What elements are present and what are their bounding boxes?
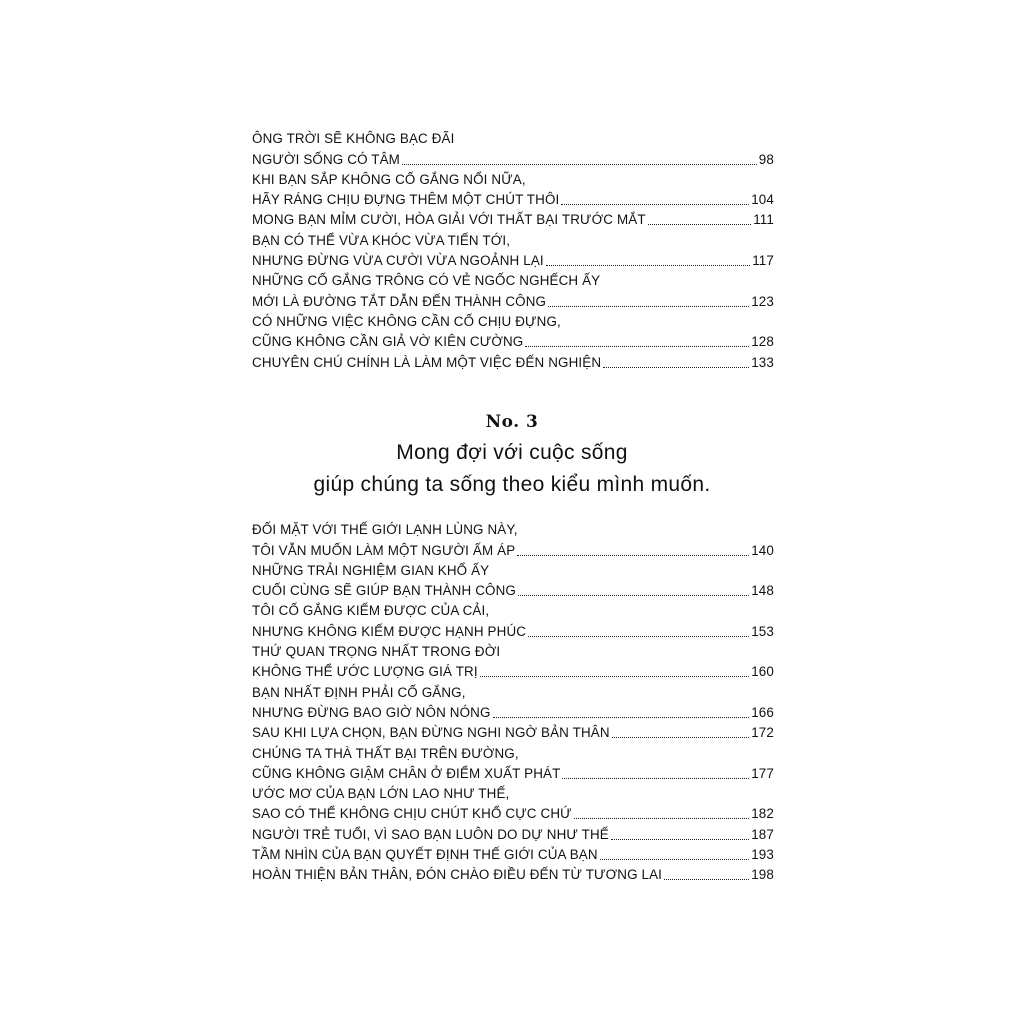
toc-entry-page: 153 xyxy=(751,623,774,639)
toc-entry-line xyxy=(252,289,774,309)
toc-entry-title: NGƯỜI SỐNG CÓ TÂM xyxy=(252,151,400,167)
toc-entry-page: 187 xyxy=(751,826,774,842)
toc-entry-title: ĐỐI MẶT VỚI THẾ GIỚI LẠNH LÙNG NÀY, xyxy=(252,522,518,538)
toc-entry-line xyxy=(252,188,774,208)
toc-entry-line xyxy=(252,701,774,721)
toc-entry-line xyxy=(252,579,774,599)
toc-entry-page: 172 xyxy=(751,725,774,741)
dot-leader xyxy=(518,594,749,596)
toc-entry-title: TẦM NHÌN CỦA BẠN QUYẾT ĐỊNH THẾ GIỚI CỦA BẠN xyxy=(252,847,598,863)
toc-entry-page: 123 xyxy=(751,293,774,309)
dot-leader xyxy=(562,777,749,779)
toc-entry-page: 160 xyxy=(751,664,774,680)
dot-leader xyxy=(480,675,749,677)
toc-entry-page: 98 xyxy=(758,151,774,167)
toc-entry-title: BẠN CÓ THỂ VỪA KHÓC VỪA TIẾN TỚI, xyxy=(252,232,511,248)
toc-entry-title: NHƯNG ĐỪNG VỪA CƯỜI VỪA NGOẢNH LẠI xyxy=(252,253,544,269)
toc-entry-line xyxy=(252,310,774,330)
toc-entry-line xyxy=(252,640,774,660)
toc-entry-title: CÓ NHỮNG VIỆC KHÔNG CẦN CỐ CHỊU ĐỰNG, xyxy=(252,313,561,329)
toc-entry-title: THỨ QUAN TRỌNG NHẤT TRONG ĐỜI xyxy=(252,644,501,660)
toc-entry-line xyxy=(252,168,774,188)
toc-entry-line xyxy=(252,822,774,842)
toc-entry-title: CŨNG KHÔNG GIẬM CHÂN Ở ĐIỂM XUẤT PHÁT xyxy=(252,765,561,781)
toc-entry-title: NGƯỜI TRẺ TUỔI, VÌ SAO BẠN LUÔN DO DỰ NHƯ THẾ xyxy=(252,826,609,842)
chapter-title-line-2: giúp chúng ta sống theo kiểu mình muốn. xyxy=(313,473,711,496)
toc-entry-line xyxy=(252,619,774,639)
toc-entry-line xyxy=(252,802,774,822)
toc-entry-page: 198 xyxy=(751,867,774,883)
chapter-title-line-1: Mong đợi với cuộc sống xyxy=(396,441,628,464)
toc-entry-title: NHỮNG CỐ GẮNG TRÔNG CÓ VẺ NGỐC NGHẾCH ẤY xyxy=(252,273,601,289)
toc-entry-title: ƯỚC MƠ CỦA BẠN LỚN LAO NHƯ THẾ, xyxy=(252,786,510,802)
toc-entry-page: 111 xyxy=(753,212,774,228)
toc-entry-line xyxy=(252,843,774,863)
dot-leader xyxy=(664,878,749,880)
toc-entry-page: 128 xyxy=(751,334,774,350)
toc-entry-title: CHÚNG TA THÀ THẤT BẠI TRÊN ĐƯỜNG, xyxy=(252,745,519,761)
toc-entry-title: MỚI LÀ ĐƯỜNG TẮT DẪN ĐẾN THÀNH CÔNG xyxy=(252,293,547,309)
toc-entry-line xyxy=(252,559,774,579)
dot-leader xyxy=(546,264,750,266)
dot-leader xyxy=(648,223,752,225)
dot-leader xyxy=(574,817,749,819)
toc-entry-title: SAU KHI LỰA CHỌN, BẠN ĐỪNG NGHI NGỜ BẢN THÂN xyxy=(252,725,610,741)
toc-entry-line xyxy=(252,863,774,883)
dot-leader xyxy=(603,366,749,368)
toc-section-chapter-3 xyxy=(252,518,774,883)
toc-entry-line xyxy=(252,147,774,167)
toc-entry-title: TÔI VẪN MUỐN LÀM MỘT NGƯỜI ẤM ÁP xyxy=(252,542,516,558)
toc-entry-line xyxy=(252,538,774,558)
toc-entry-line xyxy=(252,762,774,782)
toc-entry-page: 177 xyxy=(751,765,774,781)
toc-entry-line xyxy=(252,269,774,289)
dot-leader xyxy=(402,163,757,165)
toc-entry-page: 148 xyxy=(751,583,774,599)
toc-entry-line xyxy=(252,228,774,248)
chapter-number: No. 3 xyxy=(485,412,539,432)
toc-entry-title: CHUYÊN CHÚ CHÍNH LÀ LÀM MỘT VIỆC ĐẾN NGHIỆN xyxy=(252,354,602,370)
toc-entry-line xyxy=(252,249,774,269)
toc-entry-line xyxy=(252,350,774,370)
toc-entry-page: 193 xyxy=(751,847,774,863)
dot-leader xyxy=(611,838,749,840)
toc-entry-line xyxy=(252,660,774,680)
toc-entry-page: 117 xyxy=(752,253,774,269)
toc-entry-title: NHƯNG KHÔNG KIẾM ĐƯỢC HẠNH PHÚC xyxy=(252,623,527,639)
toc-entry-title: ÔNG TRỜI SẼ KHÔNG BẠC ĐÃI xyxy=(252,131,455,147)
toc-entry-title: HÃY RÁNG CHỊU ĐỰNG THÊM MỘT CHÚT THÔI xyxy=(252,192,560,208)
toc-entry-title: BẠN NHẤT ĐỊNH PHẢI CỐ GẮNG, xyxy=(252,684,466,700)
toc-entry-page: 140 xyxy=(751,542,774,558)
toc-entry-title: KHÔNG THỂ ƯỚC LƯỢNG GIÁ TRỊ xyxy=(252,664,478,680)
toc-entry-title: MONG BẠN MỈM CƯỜI, HÒA GIẢI VỚI THẤT BẠI TRƯỚC MẮT xyxy=(252,212,646,228)
toc-entry-line xyxy=(252,741,774,761)
toc-entry-line xyxy=(252,127,774,147)
toc-entry-page: 166 xyxy=(751,704,774,720)
dot-leader xyxy=(548,305,749,307)
dot-leader xyxy=(517,554,749,556)
dot-leader xyxy=(493,716,750,718)
dot-leader xyxy=(561,203,749,205)
toc-entry-page: 182 xyxy=(751,806,774,822)
dot-leader xyxy=(612,736,750,738)
toc-entry-title: CŨNG KHÔNG CẦN GIẢ VỜ KIÊN CƯỜNG xyxy=(252,334,524,350)
toc-entry-title: KHI BẠN SẮP KHÔNG CỐ GẮNG NỔI NỮA, xyxy=(252,171,526,187)
toc-entry-line xyxy=(252,208,774,228)
dot-leader xyxy=(528,635,749,637)
toc-entry-title: HOÀN THIỆN BẢN THÂN, ĐÓN CHÀO ĐIỀU ĐẾN TỪ TƯƠNG LAI xyxy=(252,867,663,883)
toc-section-previous xyxy=(252,127,774,371)
toc-entry-title: NHỮNG TRẢI NGHIỆM GIAN KHỔ ẤY xyxy=(252,562,490,578)
toc-entry-line xyxy=(252,680,774,700)
toc-entry-title: SAO CÓ THỂ KHÔNG CHỊU CHÚT KHỔ CỰC CHỨ xyxy=(252,806,572,822)
toc-entry-title: CUỐI CÙNG SẼ GIÚP BẠN THÀNH CÔNG xyxy=(252,583,516,599)
toc-entry-line xyxy=(252,518,774,538)
toc-entry-page: 133 xyxy=(751,354,774,370)
toc-entry-title: NHƯNG ĐỪNG BAO GIỜ NÔN NÓNG xyxy=(252,704,491,720)
toc-entry-line xyxy=(252,330,774,350)
toc-entry-line xyxy=(252,721,774,741)
toc-entry-line xyxy=(252,599,774,619)
toc-entry-page: 104 xyxy=(751,192,774,208)
dot-leader xyxy=(525,345,749,347)
toc-entry-title: TÔI CỐ GẮNG KIẾM ĐƯỢC CỦA CẢI, xyxy=(252,603,490,619)
dot-leader xyxy=(600,858,749,860)
toc-entry-line xyxy=(252,782,774,802)
